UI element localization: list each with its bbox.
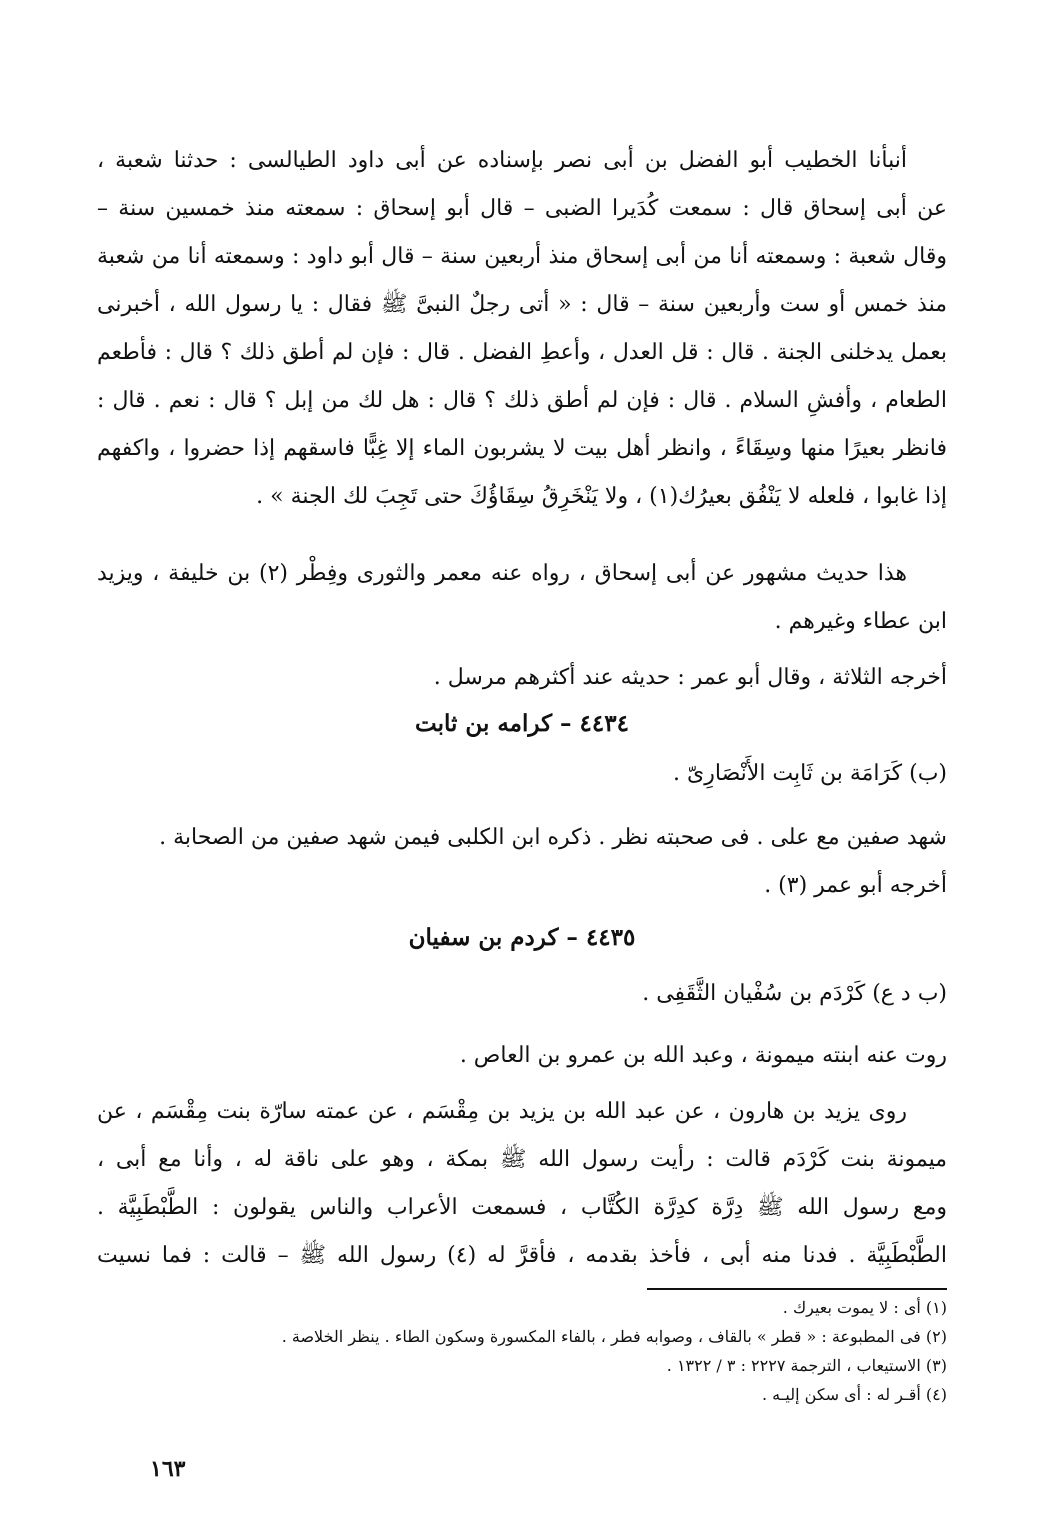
text-line: روت عنه ابنته ميمونة ، وعبد الله بن عمرو بن العاص . — [459, 1043, 947, 1068]
entry-sigla: (ب د ع) كَرْدَم بن سُفْيان الثَّقَفِى . — [642, 981, 947, 1006]
footnote: (١) أى : لا يموت بعيرك . — [782, 1298, 947, 1317]
commentary-paragraph — [97, 550, 947, 646]
narration-paragraph — [97, 1088, 947, 1280]
text-line: أخرجه أبو عمر (٣) . — [764, 873, 947, 898]
entry-sigla: (ب) كَرَامَة بن ثَابِت الأَنْصَارِىّ . — [673, 761, 947, 786]
text-line: هذا حديث مشهور عن أبى إسحاق ، رواه عنه معمر والثورى وفِطْر (٢) بن خليفة ، ويزيد — [97, 561, 908, 586]
footnote-separator — [647, 1288, 947, 1290]
entry-4435 — [97, 914, 947, 1080]
entry-heading: ٤٤٣٥ – كردم بن سفيان — [408, 924, 636, 951]
text-line: شهد صفين مع على . فى صحبته نظر . ذكره ابن الكلبى فيمن شهد صفين من الصحابة . — [159, 825, 947, 850]
text-line: ابن عطاء وغيرهم . — [774, 609, 947, 634]
text-line: ومع رسول الله ﷺ دِرَّة كدِرَّة الكُتَّاب ، فسمعت الأعراب والناس يقولون : الطَّبْطَبِيَّة . — [97, 1195, 947, 1220]
footnote: (٢) فى المطبوعة : « قطر » بالقاف ، وصوابه فطر ، بالفاء المكسورة وسكون الطاء . ينظر الخلاصة . — [281, 1327, 947, 1346]
text-line: الطعام ، وأفشِ السلام . قال : فإن لم أطق ذلك ؟ قال : هل لك من إبل ؟ قال : نعم . قال : — [97, 388, 947, 413]
text-line: وقال شعبة : وسمعته أنا من أبى إسحاق منذ أربعين سنة – قال أبو داود : وسمعته أنا من شعبة — [97, 244, 947, 269]
text-line: عن أبى إسحاق قال : سمعت كُدَيرا الضبى – قال أبو إسحاق : سمعته منذ خمسين سنة – — [97, 196, 947, 221]
text-line: منذ خمس أو ست وأربعين سنة – قال : « أتى رجلٌ النبىَّ ﷺ فقال : يا رسول الله ، أخبرنى — [97, 292, 947, 317]
hadith-paragraph — [97, 137, 947, 521]
entry-heading: ٤٤٣٤ – كرامه بن ثابت — [415, 710, 629, 737]
attribution-line — [97, 654, 947, 702]
text-line: روى يزيد بن هارون ، عن عبد الله بن يزيد بن مِقْسَم ، عن عمته سارّة بنت مِقْسَم ، عن — [97, 1099, 907, 1124]
text-line: فانظر بعيرًا منها وسِقَاءً ، وانظر أهل بيت لا يشربون الماء إلا غِبًّا فاسقهم إذا حضروا ، واكفهم — [97, 436, 947, 461]
text-line: إذا غابوا ، فلعله لا يَنْفُق بعيرُك(١) ، ولا يَنْخَرِقُ سِقَاؤُكَ حتى تَجِبَ لك الجنة » . — [256, 484, 947, 509]
page-number: ١٦٣ — [150, 1456, 186, 1482]
footnotes — [97, 1293, 947, 1409]
footnote: (٤) أقـر له : أى سكن إليـه . — [761, 1385, 947, 1404]
entry-4434 — [97, 700, 947, 910]
text-line: بعمل يدخلنى الجنة . قال : قل العدل ، وأعطِ الفضل . قال : فإن لم أطق ذلك ؟ قال : فأطعم — [97, 340, 947, 365]
text-line: ميمونة بنت كَرْدَم قالت : رأيت رسول الله ﷺ بمكة ، وهو على ناقة له ، وأنا مع أبى ، — [97, 1147, 947, 1172]
text-line: أنبأنا الخطيب أبو الفضل بن أبى نصر بإسناده عن أبى داود الطيالسى : حدثنا شعبة ، — [97, 148, 907, 173]
footnote: (٣) الاستيعاب ، الترجمة ٢٢٢٧ : ٣ / ١٣٢٢ . — [666, 1356, 947, 1375]
text-line: أخرجه الثلاثة ، وقال أبو عمر : حديثه عند أكثرهم مرسل . — [433, 665, 947, 690]
text-line: الطَّبْطَبِيَّة . فدنا منه أبى ، فأخذ بقدمه ، فأقرَّ له (٤) رسول الله ﷺ – قالت : فما نسيت — [97, 1243, 947, 1268]
